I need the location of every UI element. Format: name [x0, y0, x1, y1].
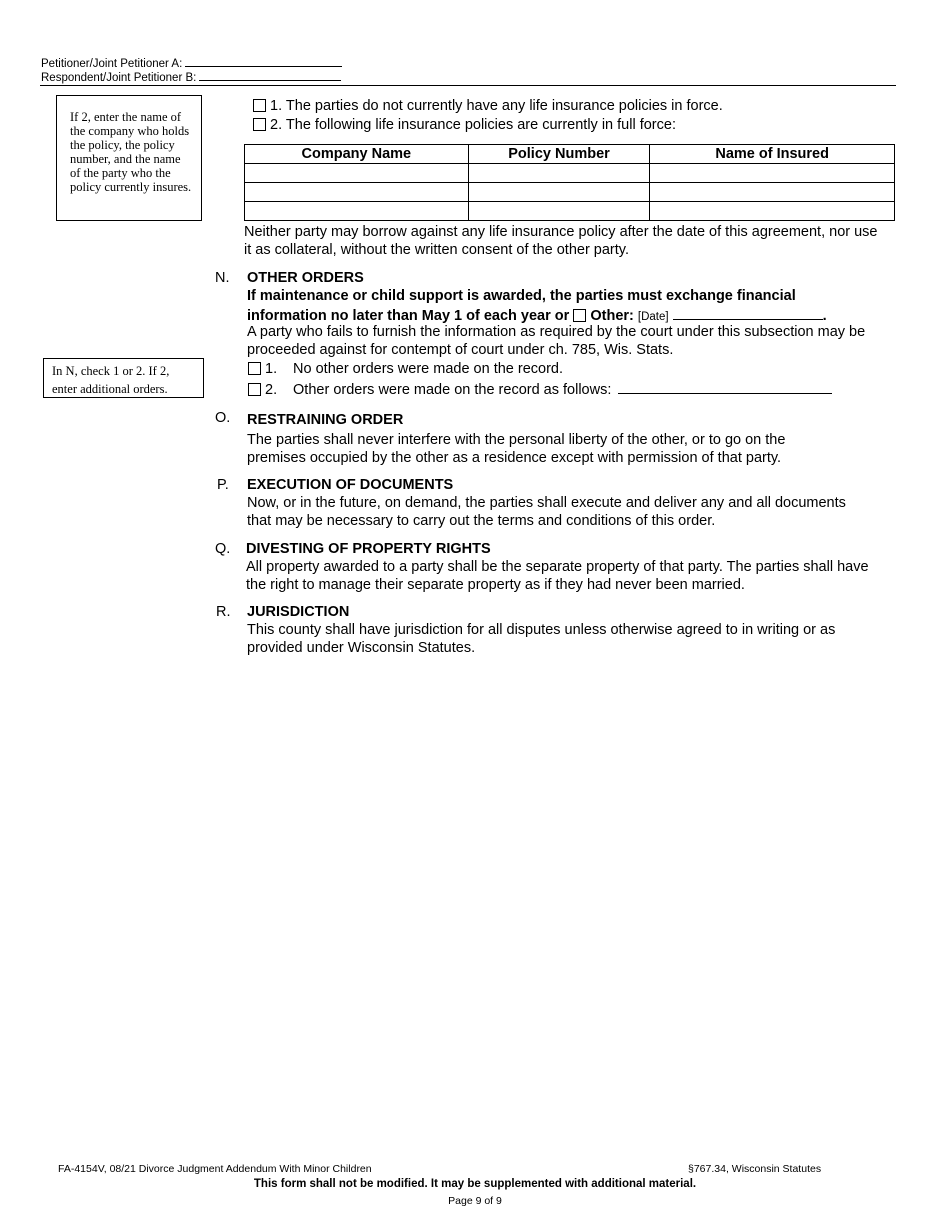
petitioner-label: Petitioner/Joint Petitioner A:: [41, 58, 183, 70]
footer-form-id: FA-4154V, 08/21 Divorce Judgment Addendum With Minor Children: [58, 1163, 372, 1175]
table-header-row: [245, 145, 895, 164]
insurance-instruction-note: If 2, enter the name of the company who holds the policy, the policy number, and the name of the party who the policy currently insures.: [56, 95, 202, 221]
respondent-line: [41, 70, 341, 85]
petitioner-name-field[interactable]: [185, 56, 342, 67]
orders-option-2-text: Other orders were made on the record as follows:: [293, 382, 612, 398]
section-n-option-1: [248, 360, 563, 378]
date-period: .: [822, 308, 827, 324]
section-o-letter: O.: [215, 410, 231, 426]
policy-number-cell[interactable]: [468, 183, 650, 202]
section-n-body: A party who fails to furnish the information as required by the court under this subsection may be proceeded against for contempt of court under ch. 785, Wis. Stats.: [247, 324, 866, 358]
section-q-letter: Q.: [215, 541, 231, 557]
orders-instruction-note: In N, check 1 or 2. If 2, enter additional orders.: [43, 358, 204, 398]
insured-name-cell[interactable]: [650, 183, 895, 202]
insurance-option-2: [253, 116, 676, 134]
orders-option-2-checkbox[interactable]: [248, 383, 261, 396]
company-name-cell[interactable]: [245, 183, 469, 202]
section-n-option-2: [248, 379, 832, 399]
section-o-title: RESTRAINING ORDER: [247, 412, 404, 428]
other-date-field[interactable]: [673, 305, 823, 320]
column-header-policy-number: Policy Number: [468, 145, 650, 164]
insurance-option-1-text: The parties do not currently have any life insurance policies in force.: [285, 98, 723, 114]
company-name-cell[interactable]: [245, 202, 469, 221]
insured-name-cell[interactable]: [650, 164, 895, 183]
respondent-label: Respondent/Joint Petitioner B:: [41, 72, 197, 84]
section-n-bold-line1: If maintenance or child support is awarded, the parties must exchange financial: [247, 288, 796, 304]
section-q-body: All property awarded to a party shall be the separate property of that party. The parties shall have the right to manage their separate property as if they had never been married.: [246, 559, 869, 593]
header-divider: [40, 85, 896, 86]
orders-option-1-num: 1.: [265, 361, 278, 377]
insurance-option-1-checkbox[interactable]: [253, 99, 266, 112]
orders-option-1-text: No other orders were made on the record.: [293, 361, 564, 377]
section-p-body: Now, or in the future, on demand, the parties shall execute and deliver any and all documents that may be necessary to carry out the terms and conditions of this order.: [247, 495, 846, 529]
section-r-letter: R.: [216, 604, 231, 620]
exchange-deadline-text: information no later than May 1 of each year or: [247, 308, 570, 324]
section-n-letter: N.: [215, 270, 230, 286]
table-row: [245, 202, 895, 221]
insurance-option-1-num: 1.: [270, 98, 283, 114]
column-header-company: Company Name: [245, 145, 469, 164]
other-label: Other:: [590, 308, 634, 324]
table-row: [245, 183, 895, 202]
section-p-letter: P.: [217, 477, 229, 493]
respondent-name-field[interactable]: [199, 70, 341, 81]
insurance-option-2-num: 2.: [270, 117, 283, 133]
insurance-policies-table: [244, 144, 895, 221]
section-r-body: This county shall have jurisdiction for all disputes unless otherwise agreed to in writing or as provided under Wisconsin Statutes.: [247, 622, 836, 656]
other-orders-field[interactable]: [618, 379, 832, 394]
footer-notice: This form shall not be modified. It may be supplemented with additional material.: [253, 1178, 697, 1190]
table-row: [245, 164, 895, 183]
footer-statute: §767.34, Wisconsin Statutes: [688, 1163, 822, 1175]
section-p-title: EXECUTION OF DOCUMENTS: [247, 477, 454, 493]
section-n-title: OTHER ORDERS: [247, 270, 364, 286]
section-r-title: JURISDICTION: [247, 604, 350, 620]
petitioner-line: [41, 56, 342, 71]
policy-number-cell[interactable]: [468, 164, 650, 183]
orders-option-1-checkbox[interactable]: [248, 362, 261, 375]
insurance-option-2-text: The following life insurance policies are currently in full force:: [285, 117, 676, 133]
date-placeholder: [Date]: [637, 311, 669, 323]
insurance-restriction-text: Neither party may borrow against any life insurance policy after the date of this agreement, nor use it as collateral, without the written consent of the other party.: [244, 224, 878, 258]
company-name-cell[interactable]: [245, 164, 469, 183]
column-header-insured: Name of Insured: [650, 145, 895, 164]
insurance-option-2-checkbox[interactable]: [253, 118, 266, 131]
insured-name-cell[interactable]: [650, 202, 895, 221]
section-q-title: DIVESTING OF PROPERTY RIGHTS: [246, 541, 491, 557]
footer-page-number: Page 9 of 9: [448, 1195, 502, 1207]
orders-option-2-num: 2.: [265, 382, 278, 398]
section-o-body: The parties shall never interfere with the personal liberty of the other, or to go on the premises occupied by the other as a residence except with permission of that party.: [247, 432, 786, 466]
other-date-checkbox[interactable]: [573, 309, 586, 322]
insurance-option-1: [253, 97, 723, 115]
policy-number-cell[interactable]: [468, 202, 650, 221]
